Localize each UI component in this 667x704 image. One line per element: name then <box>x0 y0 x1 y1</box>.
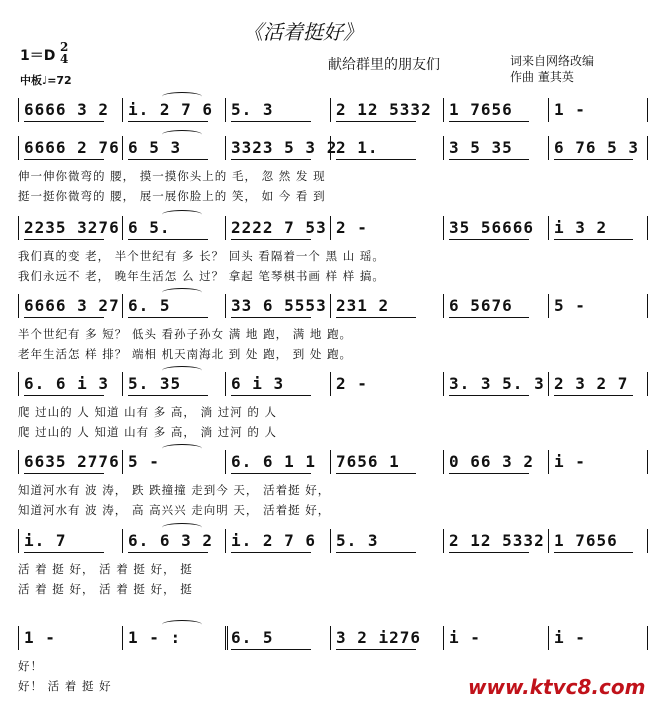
slur-mark <box>162 366 202 375</box>
measure-notes: 5 - <box>554 296 586 315</box>
beam-line <box>24 159 104 160</box>
bar-line <box>443 216 444 240</box>
measure-notes: 6666 2 76 <box>24 138 120 157</box>
beam-line <box>554 552 633 553</box>
beam-line <box>336 649 416 650</box>
bar-line <box>443 626 444 650</box>
lyric-line: 好！ 活 着 挺 好 <box>18 679 112 693</box>
measure-notes: 0 66 3 2 <box>449 452 535 471</box>
measure-notes: 6. 6 i 3 <box>24 374 110 393</box>
measure-notes: 35 56666 <box>449 218 535 237</box>
bar-line <box>647 529 648 553</box>
bar-line <box>122 98 123 122</box>
bar-line <box>647 450 648 474</box>
measure-notes: 3 2 i276 <box>336 628 422 647</box>
measure-notes: 7656 1 <box>336 452 400 471</box>
measure-notes: i - <box>554 628 586 647</box>
beam-line <box>128 317 208 318</box>
beam-line <box>24 395 104 396</box>
measure-notes: 5. 3 <box>336 531 379 550</box>
bar-line <box>225 529 226 553</box>
measure-notes: 6. 6 3 2 <box>128 531 214 550</box>
bar-line <box>647 98 648 122</box>
bar-line <box>647 372 648 396</box>
lyric-line: 活 着 挺 好， 活 着 挺 好， 挺 <box>18 582 193 596</box>
beam-line <box>128 159 208 160</box>
bar-line <box>548 294 549 318</box>
bar-line <box>443 529 444 553</box>
bar-line <box>443 294 444 318</box>
bar-line <box>18 98 19 122</box>
lyric-line: 伸一伸你微弯的 腰， 摸一摸你头上的 毛， 忽 然 发 现 <box>18 169 326 183</box>
bar-line <box>18 136 19 160</box>
beam-line <box>231 239 311 240</box>
measure-notes: 6635 2776 <box>24 452 120 471</box>
measure-notes: 2 - <box>336 374 368 393</box>
beam-line <box>231 552 311 553</box>
bar-line <box>225 626 228 650</box>
key-signature: 1＝D <box>20 48 56 64</box>
beam-line <box>24 239 104 240</box>
measure-notes: i. 2 7 6 <box>128 100 214 119</box>
beam-line <box>231 121 311 122</box>
beam-line <box>336 552 416 553</box>
bar-line <box>647 136 648 160</box>
meter-top: 2 <box>60 40 69 54</box>
beam-line <box>449 552 529 553</box>
measure-notes: 6. 5 <box>231 628 274 647</box>
beam-line <box>128 239 208 240</box>
tempo-marking: 中板♩=72 <box>20 74 72 87</box>
measure-notes: i. 2 7 6 <box>231 531 317 550</box>
measure-notes: 2 12 5332 <box>336 100 432 119</box>
bar-line <box>443 98 444 122</box>
beam-line <box>128 552 208 553</box>
lyric-line: 半个世纪有 多 短？ 低头 看孙子孙女 满 地 跑， 满 地 跑。 <box>18 327 353 341</box>
bar-line <box>443 372 444 396</box>
lyric-line: 我们真的变 老， 半个世纪有 多 长？ 回头 看隔着一个 黑 山 瑶。 <box>18 249 385 263</box>
bar-line <box>18 529 19 553</box>
beam-line <box>231 649 311 650</box>
lyric-line: 挺一挺你微弯的 腰， 展一展你脸上的 笑， 如 今 看 到 <box>18 189 326 203</box>
bar-line <box>548 98 549 122</box>
lyric-line: 我们永远不 老， 晚年生活怎 么 过？ 拿起 笔琴棋书画 样 样 搞。 <box>18 269 385 283</box>
bar-line <box>330 372 331 396</box>
beam-line <box>24 317 104 318</box>
lyric-line: 活 着 挺 好， 活 着 挺 好， 挺 <box>18 562 193 576</box>
beam-line <box>554 395 633 396</box>
lyricist-credit: 词来自网络改编 <box>510 54 595 68</box>
bar-line <box>330 450 331 474</box>
beam-line <box>336 121 416 122</box>
bar-line <box>330 529 331 553</box>
beam-line <box>336 473 416 474</box>
measure-notes: 2 12 5332 <box>449 531 545 550</box>
bar-line <box>18 372 19 396</box>
bar-line <box>225 450 226 474</box>
beam-line <box>231 395 311 396</box>
beam-line <box>449 239 529 240</box>
bar-line <box>330 98 331 122</box>
bar-line <box>647 626 648 650</box>
bar-line <box>18 216 19 240</box>
bar-line <box>122 372 123 396</box>
beam-line <box>336 317 416 318</box>
song-title: 《活着挺好》 <box>243 20 363 44</box>
composer-credit: 作曲 董其英 <box>510 70 574 84</box>
beam-line <box>128 395 208 396</box>
bar-line <box>18 450 19 474</box>
measure-notes: 2222 7 53 <box>231 218 327 237</box>
bar-line <box>18 294 19 318</box>
meter-bottom: 4 <box>60 52 69 66</box>
measure-notes: 1 7656 <box>449 100 513 119</box>
measure-notes: i 3 2 <box>554 218 608 237</box>
lyric-line: 爬 过山的 人 知道 山有 多 高， 淌 过河 的 人 <box>18 405 278 419</box>
bar-line <box>548 372 549 396</box>
beam-line <box>24 473 104 474</box>
bar-line <box>548 529 549 553</box>
slur-mark <box>162 523 202 532</box>
bar-line <box>647 216 648 240</box>
lyric-line: 老年生活怎 样 排？ 端相 机天南海北 到 处 跑， 到 处 跑。 <box>18 347 353 361</box>
slur-mark <box>162 444 202 453</box>
measure-notes: 5. 35 <box>128 374 182 393</box>
measure-notes: 6 5676 <box>449 296 513 315</box>
beam-line <box>231 159 311 160</box>
slur-mark <box>162 620 202 629</box>
bar-line <box>548 450 549 474</box>
beam-line <box>449 395 529 396</box>
beam-line <box>231 317 311 318</box>
bar-line <box>122 450 123 474</box>
slur-mark <box>162 130 202 139</box>
bar-line <box>548 216 549 240</box>
measure-notes: i. 7 <box>24 531 67 550</box>
lyric-line: 好！ <box>18 659 43 673</box>
measure-notes: 5. 3 <box>231 100 274 119</box>
measure-notes: 1 7656 <box>554 531 618 550</box>
beam-line <box>449 317 529 318</box>
beam-line <box>554 239 633 240</box>
measure-notes: 1 - <box>554 100 586 119</box>
measure-notes: 3. 3 5. 3 <box>449 374 545 393</box>
slur-mark <box>162 92 202 101</box>
watermark: www.ktvc8.com <box>468 675 646 699</box>
measure-notes: 5 - <box>128 452 160 471</box>
measure-notes: 1 - : <box>128 628 182 647</box>
lyric-line: 爬 过山的 人 知道 山有 多 高， 淌 过河 的 人 <box>18 425 278 439</box>
beam-line <box>449 121 529 122</box>
measure-notes: 2 3 2 7 <box>554 374 629 393</box>
measure-notes: i - <box>449 628 481 647</box>
bar-line <box>122 294 123 318</box>
dedication: 献给群里的朋友们 <box>328 57 440 73</box>
time-signature <box>60 41 68 65</box>
measure-notes: 6. 6 1 1 <box>231 452 317 471</box>
slur-mark <box>162 288 202 297</box>
measure-notes: i - <box>554 452 586 471</box>
beam-line <box>449 159 529 160</box>
measure-notes: 6 i 3 <box>231 374 285 393</box>
slur-mark <box>162 210 202 219</box>
beam-line <box>128 121 208 122</box>
measure-notes: 6 5. <box>128 218 171 237</box>
beam-line <box>336 159 416 160</box>
bar-line <box>443 450 444 474</box>
beam-line <box>449 473 529 474</box>
lyric-line: 知道河水有 波 涛， 跌 跌撞撞 走到今 天， 活着挺 好， <box>18 483 331 497</box>
bar-line <box>647 294 648 318</box>
measure-notes: 231 2 <box>336 296 390 315</box>
measure-notes: 33 6 5553 <box>231 296 327 315</box>
measure-notes: 6666 3 27 <box>24 296 120 315</box>
bar-line <box>225 294 226 318</box>
bar-line <box>225 216 226 240</box>
measure-notes: 6 76 5 3 <box>554 138 640 157</box>
beam-line <box>24 121 104 122</box>
measure-notes: 3323 5 3 2 <box>231 138 338 157</box>
bar-line <box>443 136 444 160</box>
bar-line <box>225 136 226 160</box>
measure-notes: 6666 3 2 <box>24 100 110 119</box>
beam-line <box>24 552 104 553</box>
measure-notes: 3 5 35 <box>449 138 513 157</box>
measure-notes: 6. 5 <box>128 296 171 315</box>
bar-line <box>330 294 331 318</box>
bar-line <box>225 98 226 122</box>
measure-notes: 1 - <box>24 628 56 647</box>
bar-line <box>548 626 549 650</box>
bar-line <box>548 136 549 160</box>
measure-notes: 2 1. <box>336 138 379 157</box>
measure-notes: 2235 3276 <box>24 218 120 237</box>
measure-notes: 2 - <box>336 218 368 237</box>
bar-line <box>122 626 123 650</box>
bar-line <box>330 216 331 240</box>
measure-notes: 6 5 3 <box>128 138 182 157</box>
beam-line <box>554 159 633 160</box>
bar-line <box>18 626 19 650</box>
lyric-line: 知道河水有 波 涛， 高 高兴兴 走向明 天， 活着挺 好， <box>18 503 331 517</box>
bar-line <box>122 529 123 553</box>
beam-line <box>231 473 311 474</box>
bar-line <box>122 136 123 160</box>
bar-line <box>330 626 331 650</box>
bar-line <box>225 372 226 396</box>
bar-line <box>122 216 123 240</box>
